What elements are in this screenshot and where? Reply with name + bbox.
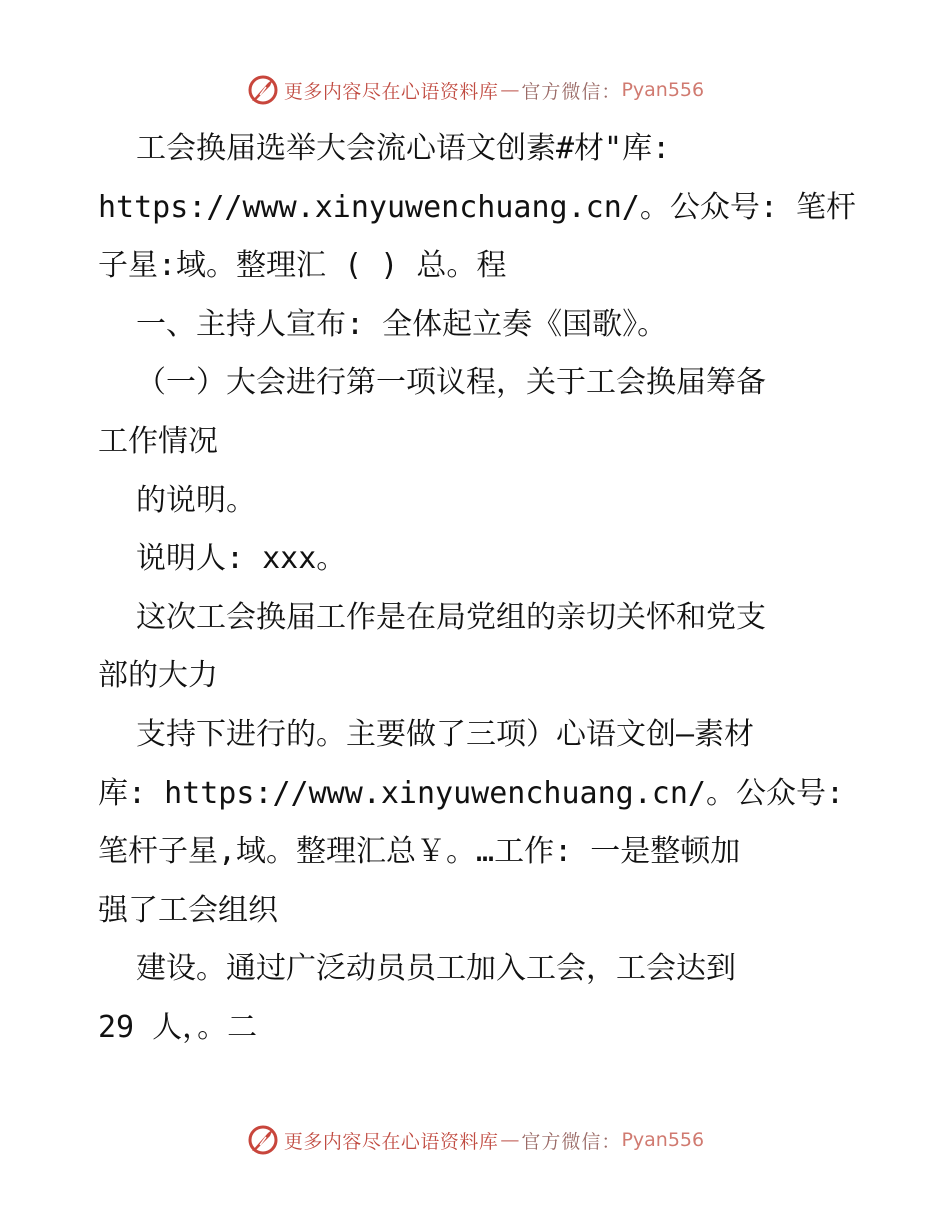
text-line: 强了工会组织 — [98, 892, 278, 928]
quill-logo-icon — [246, 73, 280, 107]
banner-wechat-label: 官方微信： — [521, 1130, 622, 1153]
banner-wechat-id: Pyan556 — [621, 1129, 705, 1151]
text-line: 工作情况 — [98, 423, 218, 459]
banner-dash: — — [500, 1129, 520, 1151]
text-line: https://www.xinyuwenchuang.cn/。公众号: 笔杆 — [98, 189, 856, 225]
text-line: 支持下进行的。主要做了三项）心语文创—素材 — [136, 716, 755, 752]
text-line: 这次工会换届工作是在局党组的亲切关怀和党支 — [136, 599, 766, 635]
text-line: 子星:域。整理汇 ( ) 总。程 — [98, 248, 507, 284]
banner-brand-text: 更多内容尽在心语资料库 — [283, 1130, 499, 1153]
banner-wechat-label: 官方微信： — [521, 80, 622, 103]
text-line: 库: https://www.xinyuwenchuang.cn/。公众号: — [98, 775, 845, 811]
banner-dash: — — [500, 79, 520, 101]
banner-wechat-id: Pyan556 — [621, 79, 705, 101]
text-line: 29 人，。二 — [98, 1009, 258, 1045]
text-line: 的说明。 — [136, 482, 256, 518]
banner-brand-text: 更多内容尽在心语资料库 — [283, 80, 499, 103]
footer-banner — [0, 1120, 950, 1160]
text-line: 一、主持人宣布: 全体起立奏《国歌》。 — [136, 306, 668, 342]
header-banner — [0, 70, 950, 110]
text-line: 建设。通过广泛动员员工加入工会，工会达到 — [136, 951, 736, 987]
quill-logo-icon — [246, 1123, 280, 1157]
text-line: 工会换届选举大会流心语文创素#材"库: — [136, 131, 671, 166]
text-line: 笔杆子星,域。整理汇总￥。…工作: 一是整顿加 — [98, 834, 741, 870]
text-line: （一）大会进行第一项议程，关于工会换届筹备 — [136, 365, 766, 401]
document-body — [98, 120, 858, 1058]
text-line: 部的大力 — [98, 658, 218, 694]
text-line: 说明人: xxx。 — [136, 541, 347, 577]
